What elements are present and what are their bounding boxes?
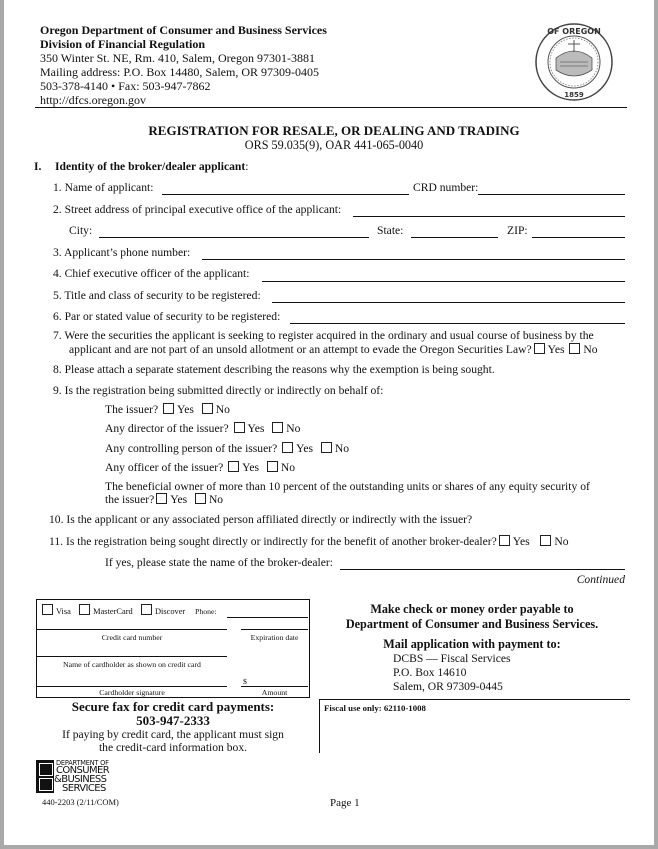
q9-officer-yes-checkbox[interactable]	[228, 461, 239, 472]
cardholder-name-label: Name of cardholder as shown on credit card	[63, 660, 201, 669]
cc-note-line2: the credit-card information box.	[98, 741, 248, 754]
applicant-name-field[interactable]	[162, 194, 409, 195]
q5-label: 5. Title and class of security to be registered:	[53, 289, 261, 302]
header-divider	[35, 107, 627, 108]
q7-yes-checkbox[interactable]	[534, 343, 545, 354]
q4-label: 4. Chief executive officer of the applicant:	[53, 267, 250, 280]
q6-label: 6. Par or stated value of security to be registered:	[53, 310, 281, 323]
website-link[interactable]: http://dfcs.oregon.gov	[40, 93, 146, 107]
q1-label: 1. Name of applicant:	[53, 181, 154, 194]
amount-label: Amount	[261, 688, 288, 697]
form-number: 440-2203 (2/11/COM)	[42, 797, 119, 807]
q9-director-yes-checkbox[interactable]	[234, 422, 245, 433]
ceo-field[interactable]	[262, 281, 625, 282]
payable-line2: Department of Consumer and Business Services.	[345, 617, 599, 631]
cc-phone-label: Phone:	[195, 607, 217, 616]
mastercard-checkbox[interactable]	[79, 604, 90, 615]
q11-yes-checkbox[interactable]	[499, 535, 510, 546]
fax-number: 503-947-2333	[136, 713, 210, 728]
q9-issuer-yes-checkbox[interactable]	[163, 403, 174, 414]
fiscal-use-label: Fiscal use only: 62110-1008	[324, 703, 426, 713]
q11-no-checkbox[interactable]	[540, 535, 551, 546]
cardholder-name-field[interactable]	[37, 656, 227, 657]
par-value-field[interactable]	[290, 323, 625, 324]
q11-label: 11. Is the registration being sought directly or indirectly for the benefit of another broker-dealer? Yes No	[49, 535, 569, 548]
page-number: Page 1	[330, 797, 360, 809]
amount-field[interactable]	[241, 686, 308, 687]
q7-no-checkbox[interactable]	[569, 343, 580, 354]
q7-line2: applicant and are not part of an unsold allotment or an attempt to evade the Oregon Securities Law? Yes No	[69, 343, 598, 356]
cc-phone-field[interactable]	[227, 617, 308, 618]
crd-label: CRD number:	[413, 181, 479, 194]
section-heading: Identity of the broker/dealer applicant:	[55, 160, 249, 173]
mail-address-line2: P.O. Box 14610	[393, 666, 467, 679]
q9-owner-no-checkbox[interactable]	[195, 493, 206, 504]
q3-label: 3. Applicant’s phone number:	[53, 246, 191, 259]
document-page	[4, 0, 654, 845]
q9-controlling: Any controlling person of the issuer? Yes No	[105, 442, 350, 455]
q10-label: 10. Is the applicant or any associated person affiliated directly or indirectly with the issuer?	[49, 513, 473, 526]
q9-director-no-checkbox[interactable]	[272, 422, 283, 433]
q7-line1: 7. Were the securities the applicant is seeking to register acquired in the ordinary and usual course of business by the	[53, 329, 594, 342]
oregon-seal-icon	[534, 22, 614, 102]
visa-checkbox[interactable]	[42, 604, 53, 615]
broker-dealer-name-field[interactable]	[340, 569, 625, 570]
q9-owner-yes-checkbox[interactable]	[156, 493, 167, 504]
mailing-address: Mailing address: P.O. Box 14480, Salem, OR 97309-0405	[40, 65, 319, 79]
q9-director: Any director of the issuer? Yes No	[105, 422, 301, 435]
q9-controlling-no-checkbox[interactable]	[321, 442, 332, 453]
signature-label: Cardholder signature	[99, 688, 165, 697]
mail-address-line3: Salem, OR 97309-0445	[393, 680, 503, 693]
dollar-sign: $	[243, 677, 247, 686]
street-address: 350 Winter St. NE, Rm. 410, Salem, Oregon 97301-3881	[40, 51, 315, 65]
street-address-field[interactable]	[353, 216, 625, 217]
state-field[interactable]	[411, 237, 498, 238]
cardholder-signature-field[interactable]	[37, 686, 227, 687]
section-numeral: I.	[34, 160, 42, 173]
org-name: Oregon Department of Consumer and Business Services	[40, 23, 327, 37]
dcbs-logo-line1: DEPARTMENT OF	[56, 759, 109, 767]
dcbs-logo-line3: &BUSINESS	[54, 774, 107, 785]
continued-label: Continued	[576, 573, 625, 586]
mail-address-line1: DCBS — Fiscal Services	[393, 652, 511, 665]
q9-officer: Any officer of the issuer? Yes No	[105, 461, 296, 474]
city-field[interactable]	[99, 237, 369, 238]
form-title: REGISTRATION FOR RESALE, OR DEALING AND TRADING	[148, 123, 520, 138]
mail-heading: Mail application with payment to:	[383, 637, 561, 651]
zip-label: ZIP:	[507, 224, 528, 237]
phone-fax: 503-378-4140 • Fax: 503-947-7862	[40, 79, 211, 93]
seal-year: 1859	[564, 91, 584, 99]
state-label: State:	[377, 224, 404, 237]
card-type-options: Visa MasterCard Discover	[42, 604, 185, 616]
cc-note-line1: If paying by credit card, the applicant must sign	[62, 728, 284, 741]
card-number-field[interactable]	[37, 629, 227, 630]
discover-checkbox[interactable]	[141, 604, 152, 615]
q9-owner-line1: The beneficial owner of more than 10 percent of the outstanding units or shares of any equity security of	[105, 480, 590, 493]
q9-issuer: The issuer? Yes No	[105, 403, 230, 416]
q9-label: 9. Is the registration being submitted directly or indirectly on behalf of:	[53, 384, 384, 397]
dcbs-logo-line4: SERVICES	[62, 783, 106, 794]
form-citation: ORS 59.035(9), OAR 441-065-0040	[244, 138, 424, 152]
svg-text:OF OREGON: OF OREGON	[547, 27, 601, 36]
card-number-label: Credit card number	[101, 633, 163, 642]
crd-number-field[interactable]	[478, 194, 625, 195]
q9-owner-line2: the issuer? Yes No	[105, 493, 224, 506]
dcbs-logo-line2: CONSUMER	[56, 765, 110, 776]
fax-title: Secure fax for credit card payments:	[71, 699, 275, 714]
q8-label: 8. Please attach a separate statement describing the reasons why the exemption is being sought.	[53, 363, 495, 376]
expiration-date-field[interactable]	[241, 629, 308, 630]
q9-controlling-yes-checkbox[interactable]	[282, 442, 293, 453]
q2-label: 2. Street address of principal executive office of the applicant:	[53, 203, 342, 216]
division-name: Division of Financial Regulation	[40, 37, 206, 51]
city-label: City:	[69, 224, 93, 237]
expiration-date-label: Expiration date	[250, 633, 299, 642]
q9-issuer-no-checkbox[interactable]	[202, 403, 213, 414]
security-title-field[interactable]	[272, 302, 625, 303]
q9-officer-no-checkbox[interactable]	[267, 461, 278, 472]
payable-line1: Make check or money order payable to	[370, 602, 574, 616]
dcbs-logo-icon	[36, 760, 54, 793]
zip-field[interactable]	[532, 237, 625, 238]
phone-number-field[interactable]	[202, 259, 625, 260]
q11-ifyes-label: If yes, please state the name of the broker-dealer:	[105, 556, 333, 569]
